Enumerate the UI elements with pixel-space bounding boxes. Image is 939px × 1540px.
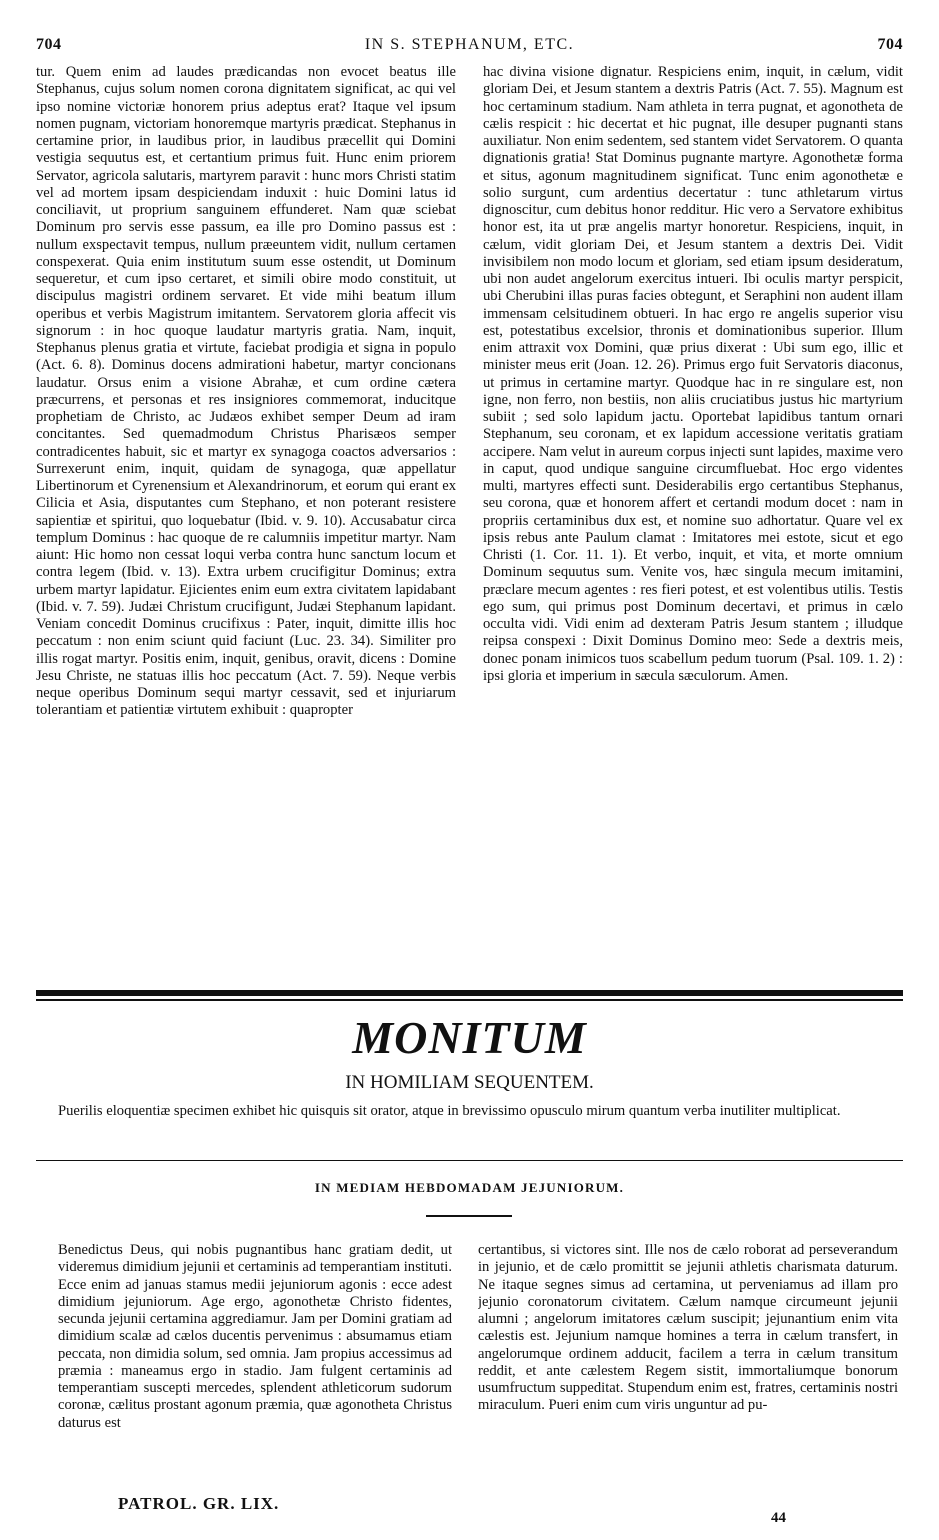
top-right-column [483,64,903,984]
monitum-title: MONITUM [352,1012,587,1063]
short-rule [426,1215,512,1217]
page-number-left: 704 [36,36,62,53]
paragraph: tur. Quem enim ad laudes prædicandas non evocet beatus ille Stephanus, cujus solum nomen corona dignitatem significat, ac qui vel ipso nomine victoriæ honorem prius adeptus erat? Itaque vel ipsum nomen pugnam, victoriam honoremque martyris prædicat. Stephanus in certamine prior, in laudibus prior, in laudibus præcellit qui Domini vestigia sequutus est, et certantium primus fuit. Hunc enim priorem Servator, agricola salutaris, martyrem paravit : hunc mors Christi statim vel ad mortem ipsam despiciendam induxit : huic Domini latus id conciliavit, ut proprium sanguinem effunderet. Nam quæ sciebat Dominum pro servis esse passum, ea ille pro Domino passus est : nullum exspectavit tempus, nullum præeuntem vidit, nullum certamen conspexerat. Quia enim institutum suum esse ostendit, ut Dominum sequeretur, et cum ipso certaret, et simili obire modo constituit, ut discipulus magistri ordinem servaret. Et vide mihi beatum illum operibus et verbis Magistrum imitantem. Servatorem gloria affecit vis signorum : in hoc quoque laudatur martyris gratia. Nam, inquit, Stephanus plenus gratia et virtute, faciebat prodigia et signa in populo (Act. 6. 8). Dominus docens admirationi habetur, martyr concionans laudatur. Orsus enim a visione Abrahæ, et cum ordine cætera præcurrens, et personas et res insigniores commemorat, inducitque prophetiam de Christo, ac Judæos exhibet semper Deum ad iram concitantes. Sed quemadmodum Christus Pharisæos semper contradicentes habuit, sic et martyr ex synagoga coactos adversarios : Surrexerunt enim, inquit, quidam de synagoga, quæ appellatur Libertinorum et Cyrenensium et Alexandrinorum, et eorum qui erant ex Cilicia et Asia, disputantes cum Stephano, et non poterant resistere sapientiæ et spiritui, quo loquebatur (Ibid. v. 9. 10). Accusabatur circa templum Dominus : hac quoque de re calumniis impetitur martyr. Nam aiunt: Hic homo non cessat loqui verba contra hunc sanctum locum et contra legem (Ibid. v. 13). Extra urbem crucifigitur Dominus; extra urbem martyr lapidatur. Ejicientes enim eum extra civitatem lapidabant (Ibid. v. 7. 59). Judæi Christum crucifigunt, Judæi Stephanum lapidant. Veniam concedit Dominus crucifixus : Pater, inquit, dimitte illis hoc peccatum : non enim sciunt quid faciunt (Luc. 23. 34). Similiter pro illis rogat martyr. Positis enim, inquit, genibus, oravit, dicens : Domine Jesu Christe, ne statuas illis hoc peccatum (Act. 7. 59). Neque verbis neque operibus Dominum sequi martyr cessavit, sed et injuriarum tolerantiam et patientiæ virtutem exhibuit : quapropter [36,64,456,719]
paragraph: Benedictus Deus, qui nobis pugnantibus hanc gratiam dedit, ut videremus dimidium jejunii et certaminis ad temperantiam instituti. Ecce enim ad januas stamus medii jejuniorum agonis : ecce adest dimidium jejuniorum. Age ergo, agonothetæ Christo fidentes, secunda jejunii certamina aggrediamur. Jam per Domini gratiam ad dimidium scalæ ad cælos ducentis pervenimus : absumamus etiam peccata, non dimidia solum, sed omnia. Jam propius accessimus ad præmia : maneamus ergo in stadio. Jam fulgent certaminis ad temperantiam suscepti mercedes, splendent athleticorum sudorum coronæ, cælitus prostant agonum præmia, quæ agonotheta Christus daturus est [58,1242,452,1431]
running-head [36,36,903,56]
bottom-right-column [478,1242,898,1510]
notice-text: Puerilis eloquentiæ specimen exhibet hic quisquis sit orator, atque in brevissimo opusculo mirum quantum verba inutiliter multiplicat. [58,1103,841,1119]
footer-signature: PATROL. GR. LIX. [118,1494,280,1513]
monitum-notice [58,1103,903,1120]
section-title: IN MEDIAM HEBDOMADAM JEJUNIORUM. [314,1180,625,1195]
thin-rule [36,1160,903,1161]
monitum-subtitle: IN HOMILIAM SEQUENTEM. [345,1072,594,1093]
paragraph: hac divina visione dignatur. Respiciens enim, inquit, in cælum, vidit gloriam Dei, et Jesum stantem a dextris Patris (Act. 7. 55). Magnum est hoc certaminum stadium. Nam athleta in terra pugnat, et agonotheta de cælis respicit : hic decertat et hic pugnat, ille desuper pugnanti stans auxiliatur. Non enim sedentem, sed stantem videt Servatorem. O quanta dignationis gratia! Stat Dominus pugnante martyre. Agonothetæ forma et situs, agonum magnitudinem significat. Tunc enim agonothetæ e solio surgunt, cum ardentius decertatur : tunc athletarum virtus dignoscitur, cum debitus honor redditur. Hic vero a Servatore exhibitus honor est, ita ut præ angelis martyr honoretur. Respiciens, inquit, in cælum, vidit gloriam Dei, et Jesum stantem a dextris Dei. Vidit invisibilem non modo locum et gloriam, sed etiam ipsum desideratum, ubi non audet angelorum exercitus intueri. Ibi oculis martyr perspicit, ubi Cherubini illas puras facies obtegunt, et Seraphini non audent illam immensam celsitudinem obtueri. In hac ergo re angelis superior visu est, potestatibus excelsior, thronis et dominationibus superior. Illum enim attraxit vox Domini, quæ prius dixerat : Ubi sum ego, illic et minister meus erit (Joan. 12. 26). Primus ergo fuit Servatoris diaconus, ut primus in certamine martyr. Quodque hac in re singulare est, non igne, non ferro, non bestiis, non aliis cruciatibus justus hic martyrium subiit ; sed solo lapidum jactu. Oportebat lapidibus tantum ornari Stephanum, seu coronam, et ex lapidum accessione veritatis gratiam accipere. Nam velut in aureum corpus injecti sunt lapides, maxime vero in caput, quod undique sanguine circumfluebat. Hoc ergo videntes multi, martyres effecti sunt. Desiderabilis ergo certantibus Stephanus, seu corona, quæ et honorem affert et certandi modum docet : nam in propriis certaminibus dux est, et nomine suo adhortatur. Quare vel ex ipsis rebus ante Paulum clamat : Imitatores mei estote, sicut et ego Christi (1. Cor. 11. 1). Et verbo, inquit, et vita, et morte omnium Dominum sequutus sum. Venite vos, hæc singula mecum imitamini, præclare mecum agentes : res fieri potest, et est volentibus utilis. Testis ego sum, qui primus post Dominum decertavi, et primus in cælo occulta vidi. Vidi enim ad dexteram Patris Jesum stantem ; illudque reipsa conspexi : Dixit Dominus Domino meo: Sede a dextris meis, donec ponam inimicos tuos scabellum pedum tuorum (Psal. 109. 1. 2) : ipsi gloria et imperium in sæcula sæculorum. Amen. [483,64,903,684]
top-left-column [36,64,456,984]
footer-number: 44 [771,1510,786,1526]
bottom-left-column [58,1242,452,1492]
running-title: IN S. STEPHANUM, ETC. [364,36,575,53]
heavy-rule-secondary [36,999,903,1001]
paragraph: certantibus, si victores sint. Ille nos de cælo roborat ad perseverandum in jejunio, et de cælo promittit se jejunii athletis charismata daturum. Ne itaque segnes simus ad certamina, ut perveniamus ad illam pro jejunio coronatorum civitatem. Cælum namque circumeunt jejunii alumni ; angelorum imitatores cælum suscipit; jejunantium enim vita cælestis est. Jejunium namque homines a terra in cælum transfert, in angelorumque ordinem adducit, facilem a terra in cælum transitum reddit, et ante cælestem Regem sistit, immortaliumque bonorum usumfructum suppeditat. Stupendum enim est, fratres, certaminis nostri miraculum. Pueri enim cum viris unguntur ad pu- [478,1242,898,1414]
heavy-rule [36,990,903,996]
page-number-right: 704 [877,36,903,53]
